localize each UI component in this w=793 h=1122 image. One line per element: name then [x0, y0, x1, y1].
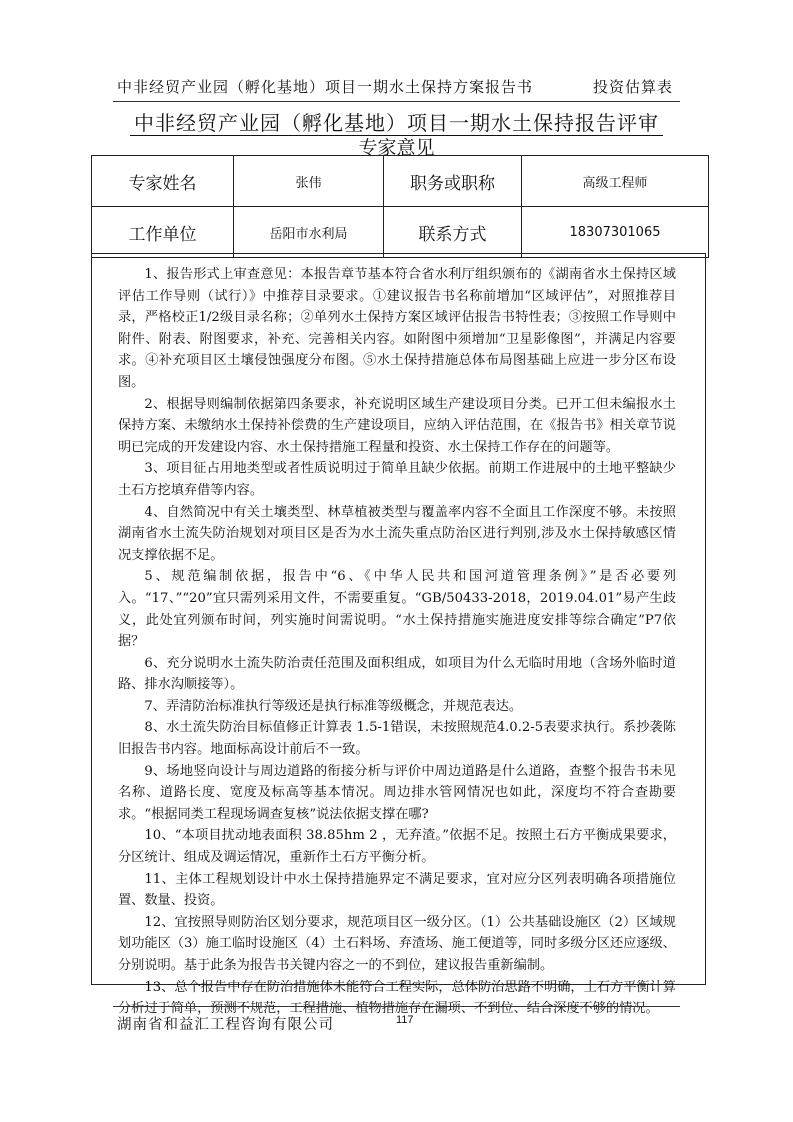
opinion-item: 8、水土流失防治目标值修正计算表 1.5-1错误，未按照规范4.0.2-5表要求执行。系抄袭陈旧报告书内容。地面标高设计前后不一致。: [118, 720, 676, 758]
header-divider: [113, 101, 680, 102]
opinion-item: 3、项目征占用地类型或者性质说明过于简单且缺少依据。前期工作进展中的土地平整缺少土石方挖填弃借等内容。: [118, 461, 676, 498]
expert-position-value: 高级工程师: [522, 156, 709, 207]
expert-name-value: 张伟: [234, 156, 384, 207]
footer-company: 湖南省和益汇工程咨询有限公司: [117, 1017, 334, 1033]
opinion-item: 6、充分说明水土流失防治责任范围及面积组成，如项目为什么无临时用地（含场外临时道路、排水沟顺接等）。: [118, 655, 676, 693]
opinion-item: 2、根据导则编制依据第四条要求，补充说明区域生产建设项目分类。已开工但未编报水土保持方案、未缴纳水土保持补偿费的生产建设项目，应纳入评估范围，在《报告书》相关章节说明已完成的开发建设内容、水土保持措施工程量和投资、水土保持工作存在的问题等。: [118, 396, 676, 455]
expert-position-label: 职务或职称: [384, 156, 522, 207]
work-unit-value: 岳阳市水利局: [234, 207, 384, 258]
header-document-title: 中非经贸产业园（孵化基地）项目一期水土保持方案报告书: [117, 78, 534, 96]
page-title: [0, 107, 793, 136]
opinion-item: 10、“本项目扰动地表面积 38.85hm 2 ，无弃渣。”依据不足。按照土石方平衡成果要求，分区统计、组成及调运情况，重新作土石方平衡分析。: [118, 828, 676, 866]
page-title-text: 中非经贸产业园（孵化基地）项目一期水土保持报告评审: [130, 111, 663, 136]
page-subtitle: 专家意见: [358, 137, 435, 159]
opinion-item: 13、总个报告中存在防治措施体未能符合工程实际，总体防治思路不明确，土石方平衡计算分析过于简单，预测不规范，工程措施、植物措施存在漏项、不到位、结合深度不够的情况。: [118, 979, 676, 1017]
expert-info-table: [91, 155, 709, 258]
opinion-item: 11、主体工程规划设计中水土保持措施界定不满足要求，宜对应分区列表明确各项措施位置、数量、投资。: [118, 871, 676, 909]
opinion-item: 9、场地竖向设计与周边道路的衔接分析与评价中周边道路是什么道路，查整个报告书未见名称、道路长度、宽度及标高等基本情况。周边排水管网情况也如此，深度均不符合查勘要求。“根据同类工程现场调查复核”说法依据支撑在哪?: [118, 763, 676, 822]
opinion-item: 12、宜按照导则防治区划分要求，规范项目区一级分区。（1）公共基础设施区（2）区域规划功能区（3）施工临时设施区（4）土石料场、弃渣场、施工便道等，同时多级分区还应逐级、分别说明。基于此条为报告书关键内容之一的不到位，建议报告重新编制。: [118, 914, 676, 973]
footer-divider: [113, 1006, 680, 1007]
page-number: 117: [396, 1014, 414, 1026]
table-row: [92, 207, 709, 258]
opinion-item: 4、自然简况中有关土壤类型、林草植被类型与覆盖率内容不全面且工作深度不够。未按照湖南省水土流失防治规划对项目区是否为水土流失重点防治区进行判别,涉及水土保持敏感区情况支撑依据不足。: [118, 504, 676, 563]
contact-label: 联系方式: [384, 207, 522, 258]
opinion-list: [118, 264, 676, 1020]
table-row: [92, 156, 709, 207]
work-unit-label: 工作单位: [92, 207, 234, 258]
expert-name-label: 专家姓名: [92, 156, 234, 207]
opinion-item: 5、规范编制依据，报告中“6、《中华人民共和国河道管理条例》”是否必要列入。“17、”“20”宜只需列采用文件，不需要重复。“GB/50433-2018，2019.04.01”易产生歧义，此处宜列颁布时间，列实施时间需说明。“水土保持措施实施进度安排等综合确定”P7依据？: [118, 569, 676, 650]
opinion-item: 1、报告形式上审查意见：本报告章节基本符合省水利厅组织颁布的《湖南省水土保持区域评估工作导则（试行）》中推荐目录要求。①建议报告书名称前增加“区域评估”，对照推荐目录，严格校正1/2级目录名称；②单列水土保持方案区域评估报告书特性表；③按照工作导则中附件、附表、附图要求，补充、完善相关内容。如附图中须增加“卫星影像图”，并满足内容要求。④补充项目区土壤侵蚀强度分布图。⑤水土保持措施总体布局图基础上应进一步分区布设图。: [118, 267, 676, 390]
opinion-item: 7、弄清防治标准执行等级还是执行标准等级概念，并规范表达。: [144, 698, 523, 714]
header-section-title: 投资估算表: [592, 78, 673, 96]
contact-value: 18307301065: [522, 207, 709, 258]
